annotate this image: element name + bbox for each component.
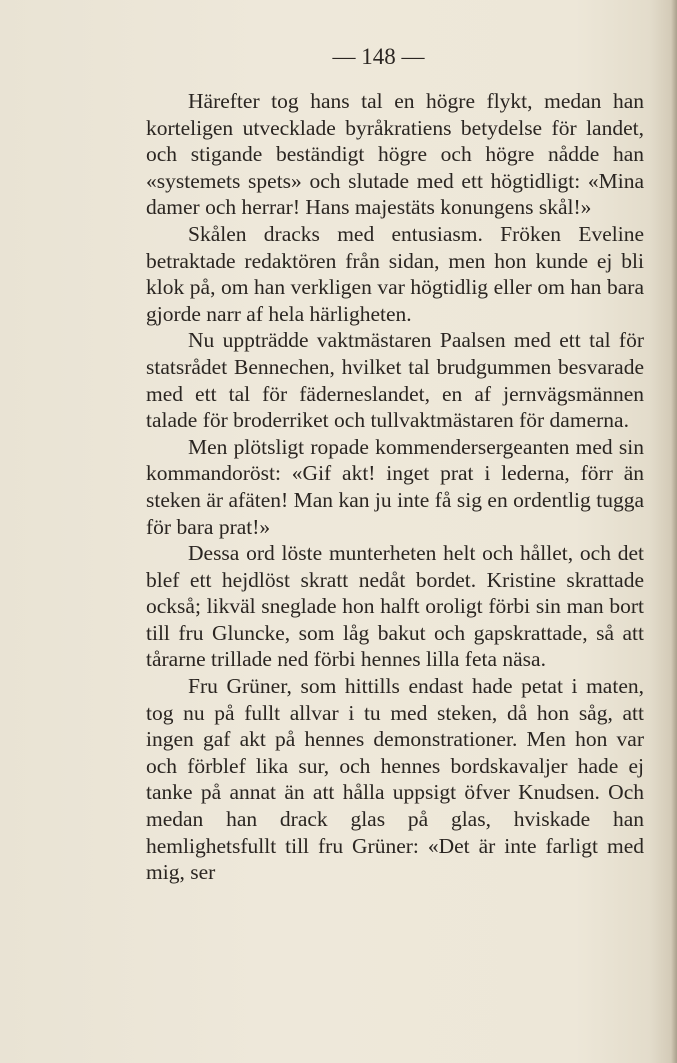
page-edge-shadow bbox=[671, 0, 677, 1063]
paragraph-1: Härefter tog hans tal en högre flykt, medan han korteligen utvecklade byråkratiens betydelse för landet, och stigande beständigt högre och högre nådde han «systemets spets» och slutade med ett högtidligt: «Mina damer och herrar! Hans majestäts konungens skål!» bbox=[146, 89, 644, 220]
paragraph-2: Skålen dracks med entusiasm. Fröken Eveline betraktade redaktören från sidan, men hon kunde ej bli klok på, om han verkligen var högtidlig eller om han bara gjorde narr af hela härligheten. bbox=[146, 221, 644, 326]
paragraph-5: Dessa ord löste munterheten helt och hållet, och det blef ett hejdlöst skratt nedåt bordet. Kristine skrattade också; likväl sneglade hon halft oroligt förbi sin man bort till fru Gluncke, som låg bakut och gapskrattade, så att tårarne trillade ned förbi hennes lilla feta näsa. bbox=[146, 541, 644, 672]
paragraph-4: Men plötsligt ropade kommendersergeanten med sin kommandoröst: «Gif akt! inget prat i lederna, förr än steken är afäten! Man kan ju inte få sig en ordentlig tugga för bara prat!» bbox=[146, 434, 644, 539]
page-number: — 148 — bbox=[332, 44, 425, 69]
paragraph-3: Nu uppträdde vaktmästaren Paalsen med ett tal för statsrådet Bennechen, hvilket tal brudgummen besvarade med ett tal för fäderneslandet, en af jernvägsmännen talade för broderriket och tullvaktmästaren för damerna. bbox=[146, 328, 644, 433]
body-text bbox=[146, 88, 644, 886]
paragraph-6: Fru Grüner, som hittills endast hade petat i maten, tog nu på fullt allvar i tu med steken, då hon såg, att ingen gaf akt på hennes demonstrationer. Men hon var och förblef lika sur, och hennes bordskavaljer hade ej tanke på annat än att hålla uppsigt öfver Knudsen. Och medan han drack glas på glas, hviskade han hemlighetsfullt till fru Grüner: «Det är inte farligt med mig, ser bbox=[146, 674, 644, 885]
